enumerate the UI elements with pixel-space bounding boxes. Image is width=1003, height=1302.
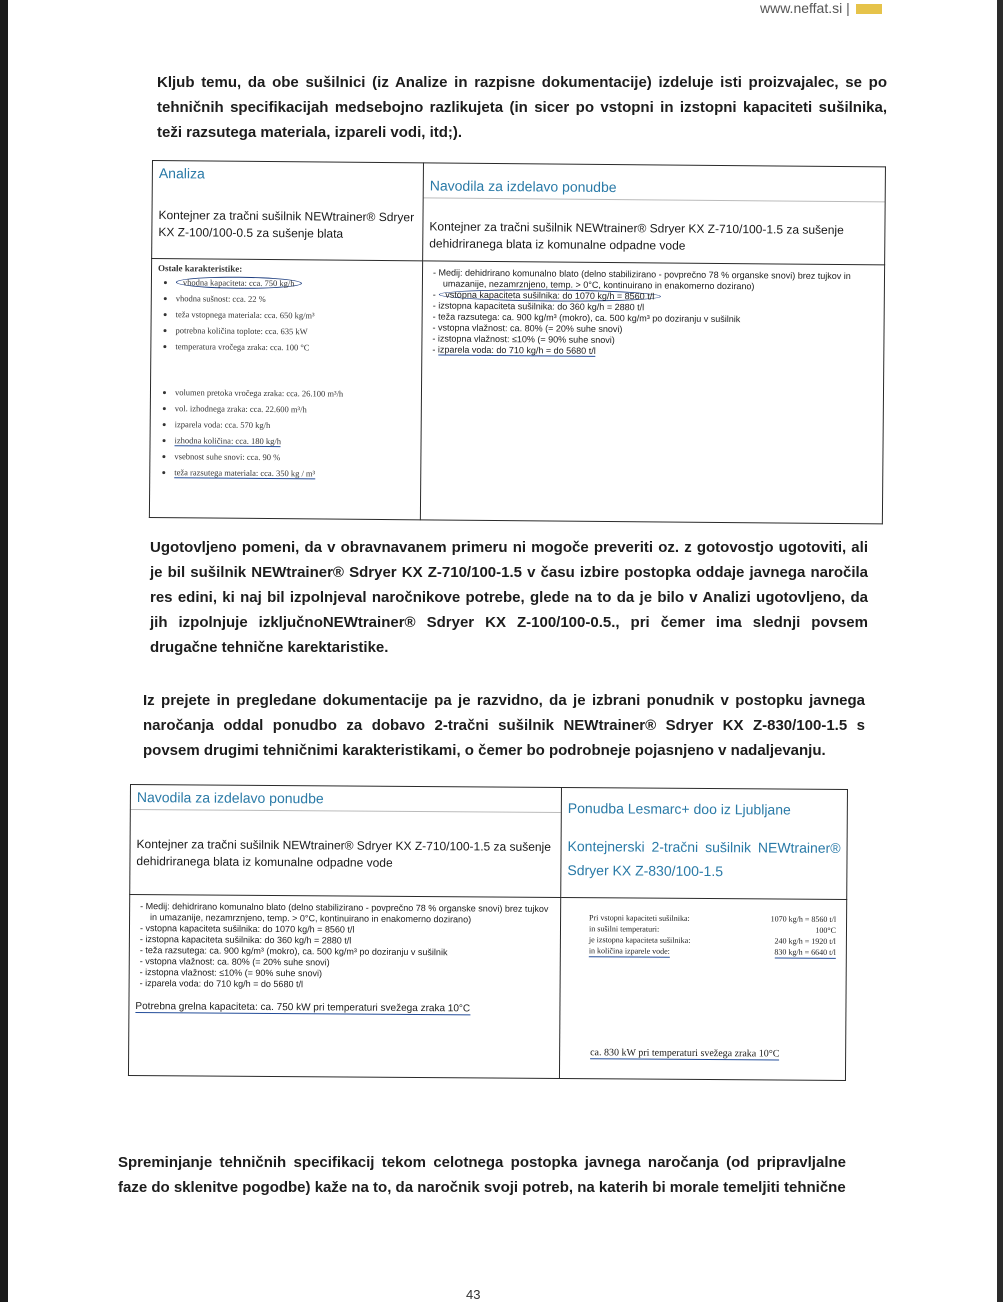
list-item: - izstopna vlažnost: ≤10% (= 90% suhe snovi) [442,334,877,349]
table2-right-head [561,788,848,900]
table2-right-product: Kontejnerski 2-tračni sušilnik NEWtrainer® Sdryer KX Z-830/100-1.5 [567,838,841,880]
table1-left-characteristics [150,259,422,489]
offer-row: in količina izparele vode: 830 kg/h = 6640 t/l [588,946,836,957]
list-item: • vsebnost suhe snovi: cca. 90 % [174,451,414,463]
list-item: - izstopna vlažnost: ≤10% (= 90% suhe snovi) [150,967,554,981]
table2-right-header: Ponudba Lesmarc+ doo iz Ljubljane [567,800,791,818]
list-item: • vhodna kapaciteta: cca. 750 kg/h [176,277,416,289]
list-item: • potrebna količina toplote: cca. 635 kW [175,325,415,337]
list-item: • teža razsutega materiala: cca. 350 kg / m³ [174,467,414,479]
offer-row: in sušilni temperaturi: 100°C [588,924,837,935]
list-item: - izparela voda: do 710 kg/h = do 5680 t/l [442,345,877,360]
list-item: - izstopna kapaciteta sušilnika: do 360 kg/h = 2880 t/l [150,934,554,948]
table1-right-head [423,163,886,265]
list-item: • teža vstopnega materiala: cca. 650 kg/m³ [176,309,416,321]
list-item: - teža razsutega: ca. 900 kg/m³ (mokro), ca. 500 kg/m³ po doziranju v sušilnik [443,312,878,327]
table2-left-characteristics [129,895,560,1021]
table2-left-header: Navodila za izdelavo ponudbe [131,785,561,813]
list-item: • vhodna sušnost: cca. 22 % [176,293,416,305]
list-item: • temperatura vročega zraka: cca. 100 °C [175,341,415,353]
scan-edge-left [0,0,8,1302]
table2-left-head [130,785,562,898]
table1-right-product: Kontejner za tračni sušilnik NEWtrainer® Sdryer KX Z-710/100-1.5 za sušenje dehidriranega blata iz komunalne odpadne vode [429,219,844,253]
list-item: - vstopna kapaciteta sušilnika: do 1070 kg/h = 8560 t/l [150,923,554,937]
list-item: - Medij: dehidrirano komunalno blato (delno stabilizirano - povprečno 78 % organske snovi) brez tujkov in umazanije, nezamrznjeno, temp. > 0°C, kontinuirano in enakomerno dozirano) [443,268,878,294]
list-item: • vol. izhodnega zraka: cca. 22.600 m³/h [175,403,415,415]
table2-offer-values [561,898,846,963]
table1-left-header: Analiza [158,165,205,182]
comparison-table-1 [149,160,886,524]
table1-right-characteristics [422,261,884,365]
table2-left-footer: Potrebna grelna kapaciteta: ca. 750 kW pri temperaturi svežega zraka 10°C [135,1001,471,1015]
table1-left-list-b [156,387,415,479]
table1-left-list-a [157,277,416,353]
table1-right-header: Navodila za izdelavo ponudbe [424,163,885,202]
paragraph-4: Spreminjanje tehničnih specifikacij tekom celotnega postopka javnega naročanja (od pripravljalne faze do sklenitve pogodbe) kaže na to, da naročnik svoji potreb, na katerih bi morale temeljiti tehnične [118,1154,846,1196]
table1-left-product: Kontejner za tračni sušilnik NEWtrainer® Sdryer KX Z-100/100-0.5 za sušenje blata [158,208,415,241]
table1-left-head [152,161,424,261]
site-url: www.neffat.si | [760,0,850,16]
list-item: • volumen pretoka vročega zraka: cca. 26.100 m³/h [175,387,415,399]
list-item: - vstopna kapaciteta sušilnika: do 1070 kg/h = 8560 t/l [443,290,878,305]
table2-left-product: Kontejner za tračni sušilnik NEWtrainer® Sdryer KX Z-710/100-1.5 za sušenje dehidriranega blata iz komunalne odpadne vode [136,837,551,870]
paragraph-3: Iz prejete in pregledane dokumentacije pa je razvidno, da je izbrani ponudnik v postopku javnega naročanja oddal ponudbo za dobavo 2-tračni sušilnik NEWtrainer® Sdryer KX Z-830/100-1.5 s povsem drugimi tehničnimi karakteristikami, o čemer bo podrobneje pojasnjeno v nadaljevanju. [143,692,865,759]
list-item: - teža razsutega: ca. 900 kg/m³ (mokro), ca. 500 kg/m³ po doziranju v sušilnik [150,945,554,959]
list-item: - izparela voda: do 710 kg/h = do 5680 t/l [150,978,554,992]
paragraph-1: Kljub temu, da obe sušilnici (iz Analize in razpisne dokumentacije) izdeluje isti proizvajalec, se po tehničnih specifikacijah medsebojno razlikujeta (in sicer po vstopni in izstopni kapaciteti sušilnika, teži razsutega materiala, izpareli vodi, itd;). [157,74,887,141]
table1-right-body [420,261,884,524]
list-item: • izparela voda: cca. 570 kg/h [175,419,415,431]
page-number: 43 [466,1287,481,1302]
list-item: - Medij: dehidrirano komunalno blato (delno stabilizirano - povprečno 78 % organske snovi) brez tujkov in umazanije, nezamrznjeno, temp. > 0°C, kontinuirano in enakomerno dozirano) [150,901,554,926]
list-item: - izstopna kapaciteta sušilnika: do 360 kg/h = 2880 t/l [443,301,878,316]
table2-right-body [559,898,846,1081]
paragraph-2: Ugotovljeno pomeni, da v obravnavanem primeru ni mogoče preveriti oz. z gotovostjo ugotoviti, ali je bil sušilnik NEWtrainer® Sdryer KX Z-710/100-1.5 v času izbire postopka oddaje javnega naročila res edini, ki naj bil izpolnjeval naročnikove potrebe, glede na to da je bilo v Analizi ugotovljeno, da jih izpolnjuje izključnoNEWtrainer® Sdryer KX Z-100/100-0.5., pri čemer ima slednji povsem drugačne tehnične karektaristike. [150,539,868,656]
table1-left-caption: Ostale karakteristike: [158,263,243,274]
table2-right-footer: ca. 830 kW pri temperaturi svežega zraka 10°C [590,1047,780,1060]
table2-left-body [128,895,560,1079]
list-item: - vstopna vlažnost: ca. 80% (= 20% suhe snovi) [442,323,877,338]
logo-icon [856,4,882,14]
table1-left-body [149,259,422,520]
comparison-table-2 [128,784,848,1081]
list-item: • izhodna količina: cca. 180 kg/h [175,435,415,447]
list-item: - vstopna vlažnost: ca. 80% (= 20% suhe snovi) [150,956,554,970]
page-header [760,0,882,16]
offer-row: Pri vstopni kapaciteti sušilnika: 1070 kg/h = 8560 t/l [589,913,837,924]
offer-row: je izstopna kapaciteta sušilnika: 240 kg/h = 1920 t/l [588,935,836,946]
scan-edge-right [997,0,1003,1302]
